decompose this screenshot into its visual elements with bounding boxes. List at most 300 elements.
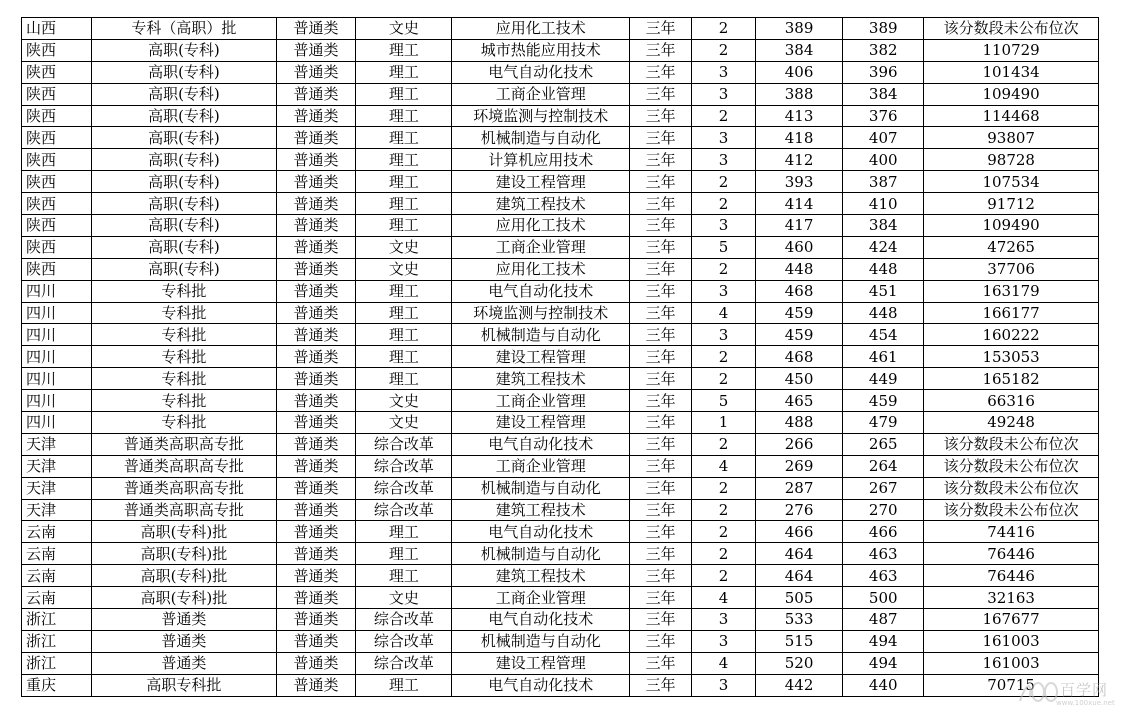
table-cell: 153053: [924, 346, 1099, 368]
table-cell: 91712: [924, 193, 1099, 215]
table-cell: 442: [755, 674, 842, 696]
table-row: [22, 565, 1099, 587]
table-cell: 三年: [630, 61, 692, 83]
table-cell: 167677: [924, 609, 1099, 631]
table-cell: 理工: [356, 61, 452, 83]
table-cell: 普通类: [276, 171, 356, 193]
table-row: [22, 215, 1099, 237]
table-row: [22, 477, 1099, 499]
table-cell: 3: [692, 324, 756, 346]
table-cell: 3: [692, 674, 756, 696]
table-cell: 理工: [356, 149, 452, 171]
table-cell: 理工: [356, 215, 452, 237]
table-cell: 468: [755, 346, 842, 368]
table-cell: 3: [692, 127, 756, 149]
table-cell: 376: [843, 105, 924, 127]
table-cell: 陕西: [22, 193, 92, 215]
table-cell: 机械制造与自动化: [452, 543, 630, 565]
table-cell: 388: [755, 83, 842, 105]
table-cell: 理工: [356, 83, 452, 105]
table-row: [22, 587, 1099, 609]
table-cell: 天津: [22, 455, 92, 477]
table-cell: 三年: [630, 193, 692, 215]
table-cell: 2: [692, 193, 756, 215]
table-cell: 三年: [630, 324, 692, 346]
table-cell: 三年: [630, 412, 692, 434]
table-cell: 电气自动化技术: [452, 609, 630, 631]
table-cell: 高职(专科): [92, 171, 276, 193]
table-cell: 文史: [356, 587, 452, 609]
table-cell: 448: [843, 258, 924, 280]
table-cell: 理工: [356, 674, 452, 696]
table-cell: 三年: [630, 83, 692, 105]
table-cell: 三年: [630, 587, 692, 609]
table-cell: 普通类高职高专批: [92, 499, 276, 521]
table-cell: 2: [692, 18, 756, 40]
table-cell: 三年: [630, 127, 692, 149]
table-cell: 建筑工程技术: [452, 499, 630, 521]
table-cell: 2: [692, 105, 756, 127]
table-cell: 理工: [356, 193, 452, 215]
table-cell: 综合改革: [356, 455, 452, 477]
table-cell: 3: [692, 630, 756, 652]
table-cell: 四川: [22, 412, 92, 434]
table-row: [22, 193, 1099, 215]
table-cell: 建筑工程技术: [452, 368, 630, 390]
table-cell: 高职(专科): [92, 61, 276, 83]
table-cell: 普通类高职高专批: [92, 455, 276, 477]
table-cell: 综合改革: [356, 499, 452, 521]
table-cell: 陕西: [22, 83, 92, 105]
table-cell: 407: [843, 127, 924, 149]
table-cell: 387: [843, 171, 924, 193]
table-cell: 理工: [356, 521, 452, 543]
table-cell: 该分数段未公布位次: [924, 455, 1099, 477]
table-cell: 普通类高职高专批: [92, 433, 276, 455]
table-cell: 160222: [924, 324, 1099, 346]
table-row: [22, 390, 1099, 412]
table-cell: 普通类: [276, 193, 356, 215]
table-cell: 综合改革: [356, 609, 452, 631]
table-cell: 理工: [356, 171, 452, 193]
table-cell: 494: [843, 630, 924, 652]
table-cell: 98728: [924, 149, 1099, 171]
table-cell: 机械制造与自动化: [452, 127, 630, 149]
table-cell: 414: [755, 193, 842, 215]
table-cell: 工商企业管理: [452, 236, 630, 258]
table-row: [22, 61, 1099, 83]
table-cell: 陕西: [22, 105, 92, 127]
table-cell: 四川: [22, 390, 92, 412]
table-cell: 448: [843, 302, 924, 324]
table-cell: 普通类: [276, 499, 356, 521]
table-cell: 普通类: [276, 302, 356, 324]
table-cell: 普通类: [276, 127, 356, 149]
table-row: [22, 455, 1099, 477]
table-cell: 110729: [924, 39, 1099, 61]
table-cell: 450: [755, 368, 842, 390]
table-cell: 该分数段未公布位次: [924, 18, 1099, 40]
table-cell: 487: [843, 609, 924, 631]
table-cell: 云南: [22, 543, 92, 565]
table-cell: 466: [755, 521, 842, 543]
table-cell: 479: [843, 412, 924, 434]
table-cell: 建设工程管理: [452, 171, 630, 193]
table-cell: 三年: [630, 39, 692, 61]
table-cell: 三年: [630, 236, 692, 258]
table-cell: 陕西: [22, 149, 92, 171]
table-cell: 76446: [924, 543, 1099, 565]
table-cell: 410: [843, 193, 924, 215]
table-cell: 应用化工技术: [452, 258, 630, 280]
table-row: [22, 127, 1099, 149]
table-cell: 287: [755, 477, 842, 499]
table-cell: 465: [755, 390, 842, 412]
table-cell: 该分数段未公布位次: [924, 477, 1099, 499]
table-cell: 70715: [924, 674, 1099, 696]
table-cell: 普通类: [276, 455, 356, 477]
table-cell: 三年: [630, 543, 692, 565]
table-cell: 普通类: [276, 258, 356, 280]
table-cell: 高职(专科): [92, 258, 276, 280]
table-row: [22, 412, 1099, 434]
table-cell: 陕西: [22, 258, 92, 280]
table-cell: 文史: [356, 18, 452, 40]
table-cell: 384: [755, 39, 842, 61]
table-cell: 三年: [630, 18, 692, 40]
table-cell: 专科批: [92, 280, 276, 302]
table-cell: 高职(专科): [92, 105, 276, 127]
table-row: [22, 105, 1099, 127]
table-cell: 2: [692, 171, 756, 193]
table-cell: 三年: [630, 565, 692, 587]
table-cell: 449: [843, 368, 924, 390]
table-cell: 109490: [924, 83, 1099, 105]
table-cell: 普通类: [92, 609, 276, 631]
table-cell: 2: [692, 521, 756, 543]
table-row: [22, 236, 1099, 258]
table-cell: 460: [755, 236, 842, 258]
table-cell: 普通类: [276, 18, 356, 40]
table-cell: 2: [692, 543, 756, 565]
table-row: [22, 258, 1099, 280]
watermark: [1016, 673, 1116, 713]
table-cell: 三年: [630, 171, 692, 193]
table-cell: 2: [692, 565, 756, 587]
table-cell: 4: [692, 587, 756, 609]
table-cell: 理工: [356, 302, 452, 324]
table-cell: 2: [692, 368, 756, 390]
table-cell: 3: [692, 609, 756, 631]
table-cell: 普通类: [276, 543, 356, 565]
table-cell: 机械制造与自动化: [452, 477, 630, 499]
table-row: [22, 83, 1099, 105]
table-cell: 3: [692, 215, 756, 237]
table-cell: 266: [755, 433, 842, 455]
table-cell: 普通类: [276, 39, 356, 61]
table-cell: 普通类: [276, 390, 356, 412]
table-cell: 重庆: [22, 674, 92, 696]
table-cell: 三年: [630, 302, 692, 324]
table-cell: 普通类: [276, 280, 356, 302]
table-cell: 269: [755, 455, 842, 477]
table-cell: 天津: [22, 499, 92, 521]
table-cell: 天津: [22, 477, 92, 499]
table-cell: 高职(专科)批: [92, 587, 276, 609]
table-cell: 理工: [356, 346, 452, 368]
table-cell: 463: [843, 543, 924, 565]
table-cell: 机械制造与自动化: [452, 630, 630, 652]
table-cell: 环境监测与控制技术: [452, 105, 630, 127]
table-cell: 建筑工程技术: [452, 193, 630, 215]
table-cell: 普通类: [276, 433, 356, 455]
table-cell: 三年: [630, 368, 692, 390]
table-cell: 陕西: [22, 236, 92, 258]
table-cell: 天津: [22, 433, 92, 455]
table-cell: 建设工程管理: [452, 346, 630, 368]
table-cell: 高职(专科)批: [92, 565, 276, 587]
table-cell: 4: [692, 302, 756, 324]
table-cell: 专科批: [92, 324, 276, 346]
table-cell: 三年: [630, 652, 692, 674]
table-cell: 2: [692, 499, 756, 521]
table-cell: 电气自动化技术: [452, 61, 630, 83]
table-cell: 浙江: [22, 609, 92, 631]
table-cell: 161003: [924, 652, 1099, 674]
table-cell: 396: [843, 61, 924, 83]
table-cell: 三年: [630, 258, 692, 280]
table-cell: 该分数段未公布位次: [924, 499, 1099, 521]
table-cell: 461: [843, 346, 924, 368]
table-cell: 计算机应用技术: [452, 149, 630, 171]
table-cell: 166177: [924, 302, 1099, 324]
table-cell: 161003: [924, 630, 1099, 652]
table-cell: 3: [692, 149, 756, 171]
table-cell: 陕西: [22, 127, 92, 149]
table-cell: 浙江: [22, 652, 92, 674]
table-cell: 高职(专科): [92, 127, 276, 149]
table-cell: 276: [755, 499, 842, 521]
table-cell: 普通类: [276, 587, 356, 609]
table-cell: 三年: [630, 477, 692, 499]
table-cell: 普通类: [276, 83, 356, 105]
table-cell: 264: [843, 455, 924, 477]
table-cell: 37706: [924, 258, 1099, 280]
table-cell: 448: [755, 258, 842, 280]
table-cell: 文史: [356, 412, 452, 434]
table-cell: 515: [755, 630, 842, 652]
table-cell: 普通类高职高专批: [92, 477, 276, 499]
table-cell: 三年: [630, 149, 692, 171]
table-cell: 普通类: [276, 412, 356, 434]
table-cell: 文史: [356, 236, 452, 258]
table-cell: 468: [755, 280, 842, 302]
table-cell: 101434: [924, 61, 1099, 83]
table-cell: 高职(专科): [92, 193, 276, 215]
table-cell: 505: [755, 587, 842, 609]
table-cell: 三年: [630, 630, 692, 652]
table-cell: 云南: [22, 587, 92, 609]
table-row: [22, 521, 1099, 543]
table-row: [22, 346, 1099, 368]
table-cell: 114468: [924, 105, 1099, 127]
table-cell: 47265: [924, 236, 1099, 258]
table-cell: 云南: [22, 521, 92, 543]
table-cell: 电气自动化技术: [452, 521, 630, 543]
table-cell: 520: [755, 652, 842, 674]
table-row: [22, 171, 1099, 193]
table-cell: 四川: [22, 368, 92, 390]
table-cell: 高职(专科): [92, 215, 276, 237]
watermark-logo-icon: [1016, 677, 1060, 705]
table-cell: 488: [755, 412, 842, 434]
table-row: [22, 149, 1099, 171]
table-cell: 2: [692, 433, 756, 455]
table-cell: 5: [692, 390, 756, 412]
table-cell: 陕西: [22, 61, 92, 83]
table-cell: 四川: [22, 346, 92, 368]
table-cell: 理工: [356, 543, 452, 565]
table-cell: 普通类: [276, 149, 356, 171]
table-cell: 418: [755, 127, 842, 149]
table-cell: 高职(专科): [92, 83, 276, 105]
table-cell: 三年: [630, 521, 692, 543]
table-cell: 建设工程管理: [452, 652, 630, 674]
table-cell: 459: [843, 390, 924, 412]
table-cell: 三年: [630, 215, 692, 237]
table-cell: 494: [843, 652, 924, 674]
table-cell: 综合改革: [356, 433, 452, 455]
table-cell: 普通类: [276, 652, 356, 674]
table-cell: 459: [755, 324, 842, 346]
table-cell: 3: [692, 280, 756, 302]
table-cell: 464: [755, 565, 842, 587]
table-cell: 412: [755, 149, 842, 171]
table-cell: 浙江: [22, 630, 92, 652]
table-cell: 4: [692, 455, 756, 477]
table-cell: 城市热能应用技术: [452, 39, 630, 61]
table-cell: 工商企业管理: [452, 455, 630, 477]
table-cell: 265: [843, 433, 924, 455]
table-cell: 4: [692, 652, 756, 674]
table-row: [22, 630, 1099, 652]
table-cell: 高职(专科)批: [92, 543, 276, 565]
table-cell: 三年: [630, 499, 692, 521]
table-cell: 389: [755, 18, 842, 40]
table-cell: 463: [843, 565, 924, 587]
table-cell: 普通类: [276, 477, 356, 499]
table-cell: 普通类: [276, 324, 356, 346]
table-cell: 三年: [630, 390, 692, 412]
table-cell: 533: [755, 609, 842, 631]
table-cell: 424: [843, 236, 924, 258]
table-cell: 电气自动化技术: [452, 674, 630, 696]
table-cell: 高职(专科)批: [92, 521, 276, 543]
table-cell: 93807: [924, 127, 1099, 149]
table-cell: 459: [755, 302, 842, 324]
table-cell: 综合改革: [356, 477, 452, 499]
table-cell: 综合改革: [356, 652, 452, 674]
table-cell: 76446: [924, 565, 1099, 587]
table-cell: 普通类: [276, 368, 356, 390]
table-cell: 三年: [630, 609, 692, 631]
table-cell: 5: [692, 236, 756, 258]
table-cell: 陕西: [22, 215, 92, 237]
table-cell: 建设工程管理: [452, 412, 630, 434]
table-cell: 高职(专科): [92, 149, 276, 171]
table-row: [22, 324, 1099, 346]
table-cell: 普通类: [276, 236, 356, 258]
table-row: [22, 433, 1099, 455]
table-cell: 2: [692, 477, 756, 499]
table-cell: 500: [843, 587, 924, 609]
table-cell: 三年: [630, 455, 692, 477]
table-cell: 理工: [356, 324, 452, 346]
table-cell: 109490: [924, 215, 1099, 237]
table-cell: 理工: [356, 280, 452, 302]
table-cell: 三年: [630, 674, 692, 696]
table-cell: 49248: [924, 412, 1099, 434]
table-cell: 三年: [630, 346, 692, 368]
watermark-text: 百学网: [1060, 681, 1109, 699]
table-cell: 三年: [630, 280, 692, 302]
table-cell: 理工: [356, 105, 452, 127]
table-cell: 应用化工技术: [452, 18, 630, 40]
table-cell: 267: [843, 477, 924, 499]
table-cell: 理工: [356, 368, 452, 390]
table-cell: 工商企业管理: [452, 390, 630, 412]
table-cell: 环境监测与控制技术: [452, 302, 630, 324]
table-cell: 普通类: [276, 674, 356, 696]
table-cell: 三年: [630, 105, 692, 127]
table-cell: 建筑工程技术: [452, 565, 630, 587]
table-cell: 382: [843, 39, 924, 61]
table-cell: 专科批: [92, 390, 276, 412]
table-cell: 普通类: [276, 346, 356, 368]
table-cell: 普通类: [276, 215, 356, 237]
table-cell: 270: [843, 499, 924, 521]
table-cell: 2: [692, 346, 756, 368]
table-cell: 陕西: [22, 171, 92, 193]
table-cell: 普通类: [276, 630, 356, 652]
table-cell: 普通类: [92, 630, 276, 652]
table-cell: 384: [843, 83, 924, 105]
table-row: [22, 302, 1099, 324]
table-cell: 工商企业管理: [452, 83, 630, 105]
table-cell: 165182: [924, 368, 1099, 390]
table-cell: 四川: [22, 302, 92, 324]
table-cell: 云南: [22, 565, 92, 587]
table-cell: 普通类: [276, 609, 356, 631]
table-cell: 工商企业管理: [452, 587, 630, 609]
table-cell: 机械制造与自动化: [452, 324, 630, 346]
table-cell: 384: [843, 215, 924, 237]
table-cell: 普通类: [276, 105, 356, 127]
table-cell: 陕西: [22, 39, 92, 61]
table-cell: 理工: [356, 127, 452, 149]
table-cell: 406: [755, 61, 842, 83]
table-cell: 417: [755, 215, 842, 237]
table-cell: 应用化工技术: [452, 215, 630, 237]
table-cell: 理工: [356, 39, 452, 61]
table-cell: 电气自动化技术: [452, 433, 630, 455]
table-cell: 393: [755, 171, 842, 193]
table-row: [22, 18, 1099, 40]
table-cell: 专科批: [92, 346, 276, 368]
table-row: [22, 499, 1099, 521]
table-cell: 专科批: [92, 302, 276, 324]
table-body: [22, 18, 1099, 697]
